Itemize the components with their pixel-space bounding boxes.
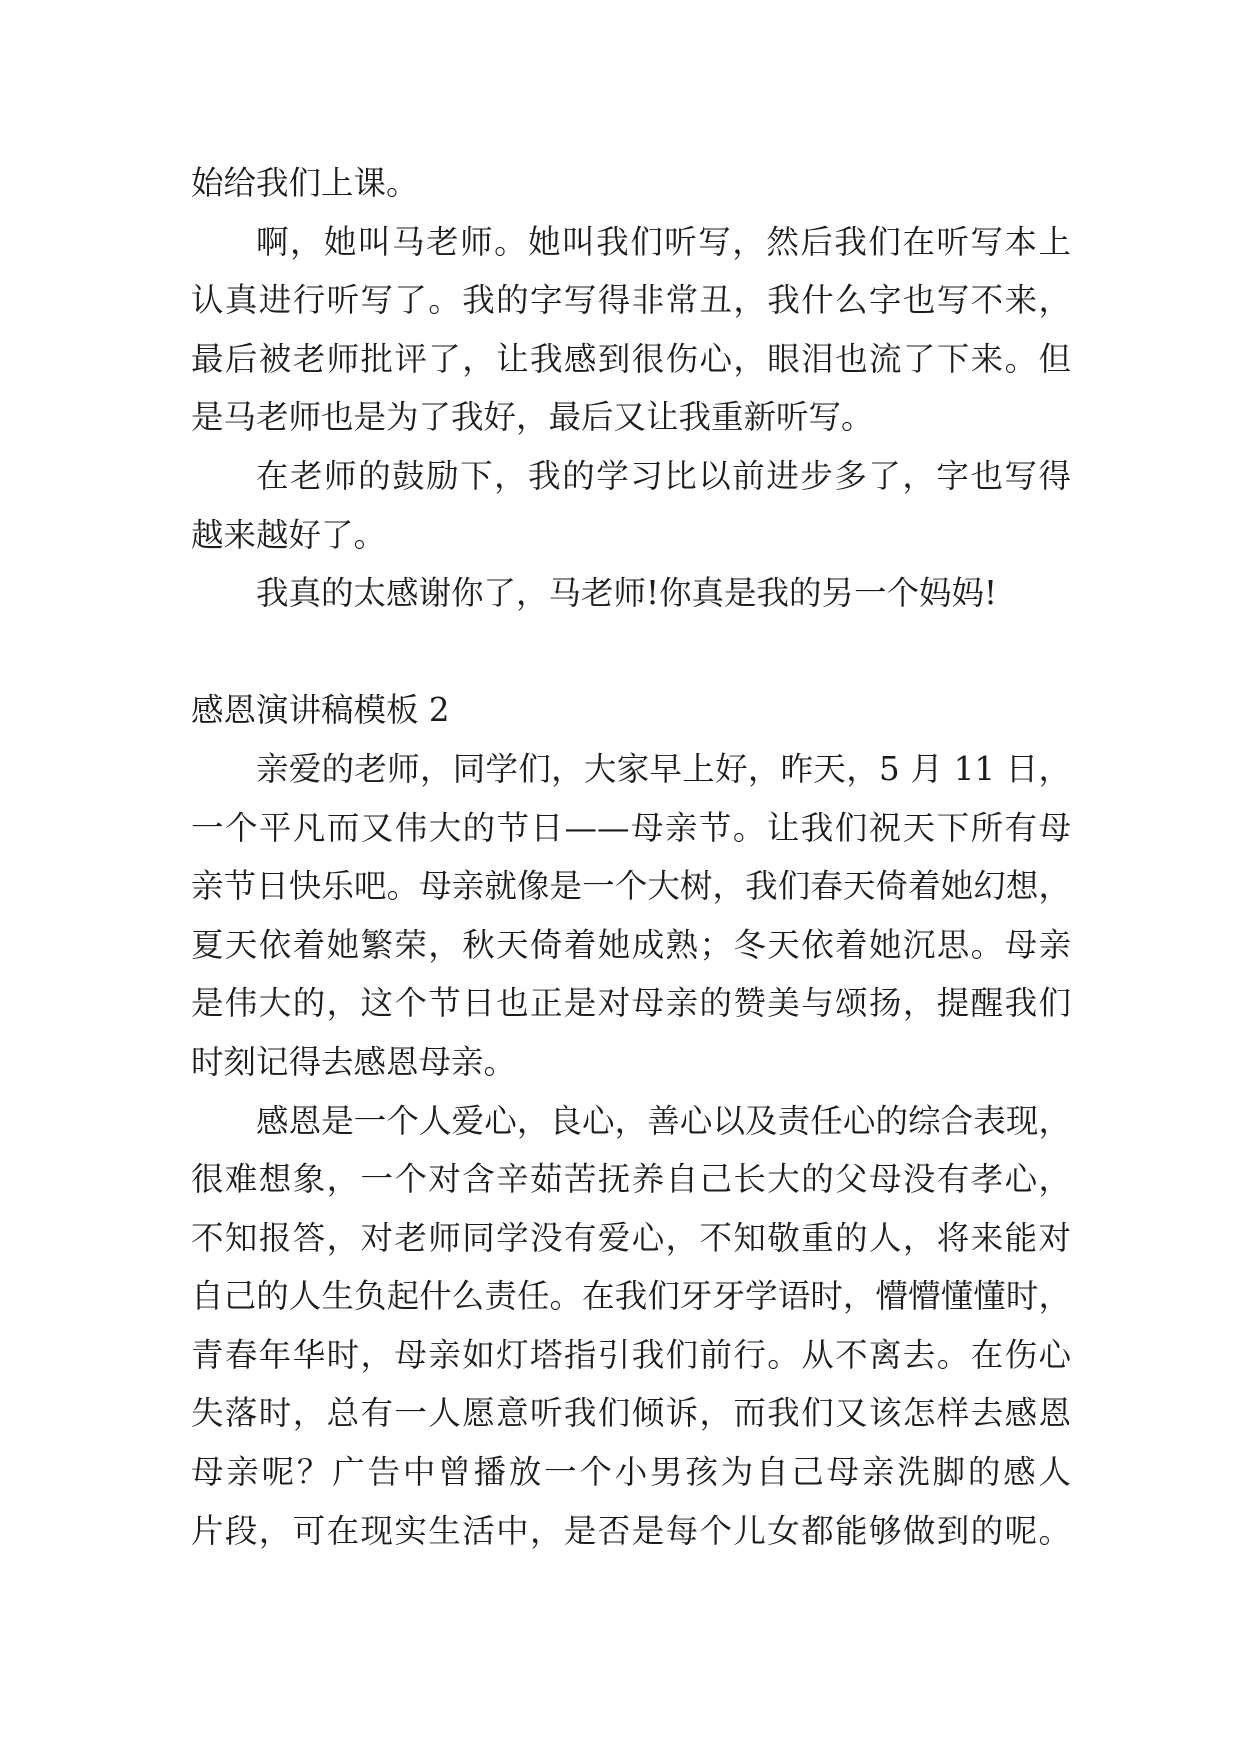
paragraph-line: 亲节日快乐吧。母亲就像是一个大树，我们春天倚着她幻想， (191, 867, 1071, 906)
paragraph-line: 始给我们上课。 (191, 164, 419, 202)
paragraph-line: 母亲呢？广告中曾播放一个小男孩为自己母亲洗脚的感人 (191, 1453, 1071, 1492)
paragraph (191, 1092, 1071, 1561)
paragraph (191, 447, 1071, 564)
paragraph-line: 不知报答，对老师同学没有爱心，不知敬重的人，将来能对 (191, 1218, 1071, 1257)
paragraph-line: 自己的人生负起什么责任。在我们牙牙学语时，懵懵懂懂时， (191, 1277, 1071, 1316)
section-spacer (191, 623, 1071, 682)
section-heading (191, 681, 1071, 740)
paragraph-line: 失落时，总有一人愿意听我们倾诉，而我们又该怎样去感恩 (191, 1394, 1071, 1433)
paragraph-line: 是伟大的，这个节日也正是对母亲的赞美与颂扬，提醒我们 (191, 984, 1071, 1023)
paragraph-line: 青春年华时，母亲如灯塔指引我们前行。从不离去。在伤心 (191, 1335, 1071, 1374)
paragraph-line: 夏天依着她繁荣，秋天倚着她成熟；冬天依着她沉思。母亲 (191, 925, 1071, 964)
paragraph-line: 我真的太感谢你了，马老师!你真是我的另一个妈妈! (256, 574, 998, 613)
paragraph-line: 认真进行听写了。我的字写得非常丑，我什么字也写不来， (191, 281, 1071, 320)
paragraph-line: 时刻记得去感恩母亲。 (191, 1042, 517, 1081)
paragraph-line: 亲爱的老师，同学们，大家早上好，昨天，5 月 11 日， (256, 749, 1071, 788)
paragraph (191, 213, 1071, 447)
document-body (191, 154, 1071, 1560)
paragraph (191, 154, 1071, 213)
paragraph-line: 在老师的鼓励下，我的学习比以前进步多了，字也写得 (256, 456, 1071, 495)
paragraph-line: 很难想象，一个对含辛茹苦抚养自己长大的父母没有孝心， (191, 1160, 1071, 1199)
paragraph-line: 片段，可在现实生活中，是否是每个儿女都能够做到的呢。 (191, 1511, 1071, 1550)
paragraph-line: 最后被老师批评了，让我感到很伤心，眼泪也流了下来。但 (191, 339, 1071, 378)
paragraph-line: 是马老师也是为了我好，最后又让我重新听写。 (191, 398, 874, 437)
paragraph (191, 740, 1071, 1092)
paragraph-line: 啊，她叫马老师。她叫我们听写，然后我们在听写本上 (256, 222, 1071, 261)
paragraph (191, 564, 1071, 623)
heading-text: 感恩演讲稿模板 2 (191, 691, 450, 730)
paragraph-line: 越来越好了。 (191, 515, 387, 554)
paragraph-line: 一个平凡而又伟大的节日——母亲节。让我们祝天下所有母 (191, 808, 1071, 847)
paragraph-line: 感恩是一个人爱心，良心，善心以及责任心的综合表现， (256, 1101, 1071, 1140)
